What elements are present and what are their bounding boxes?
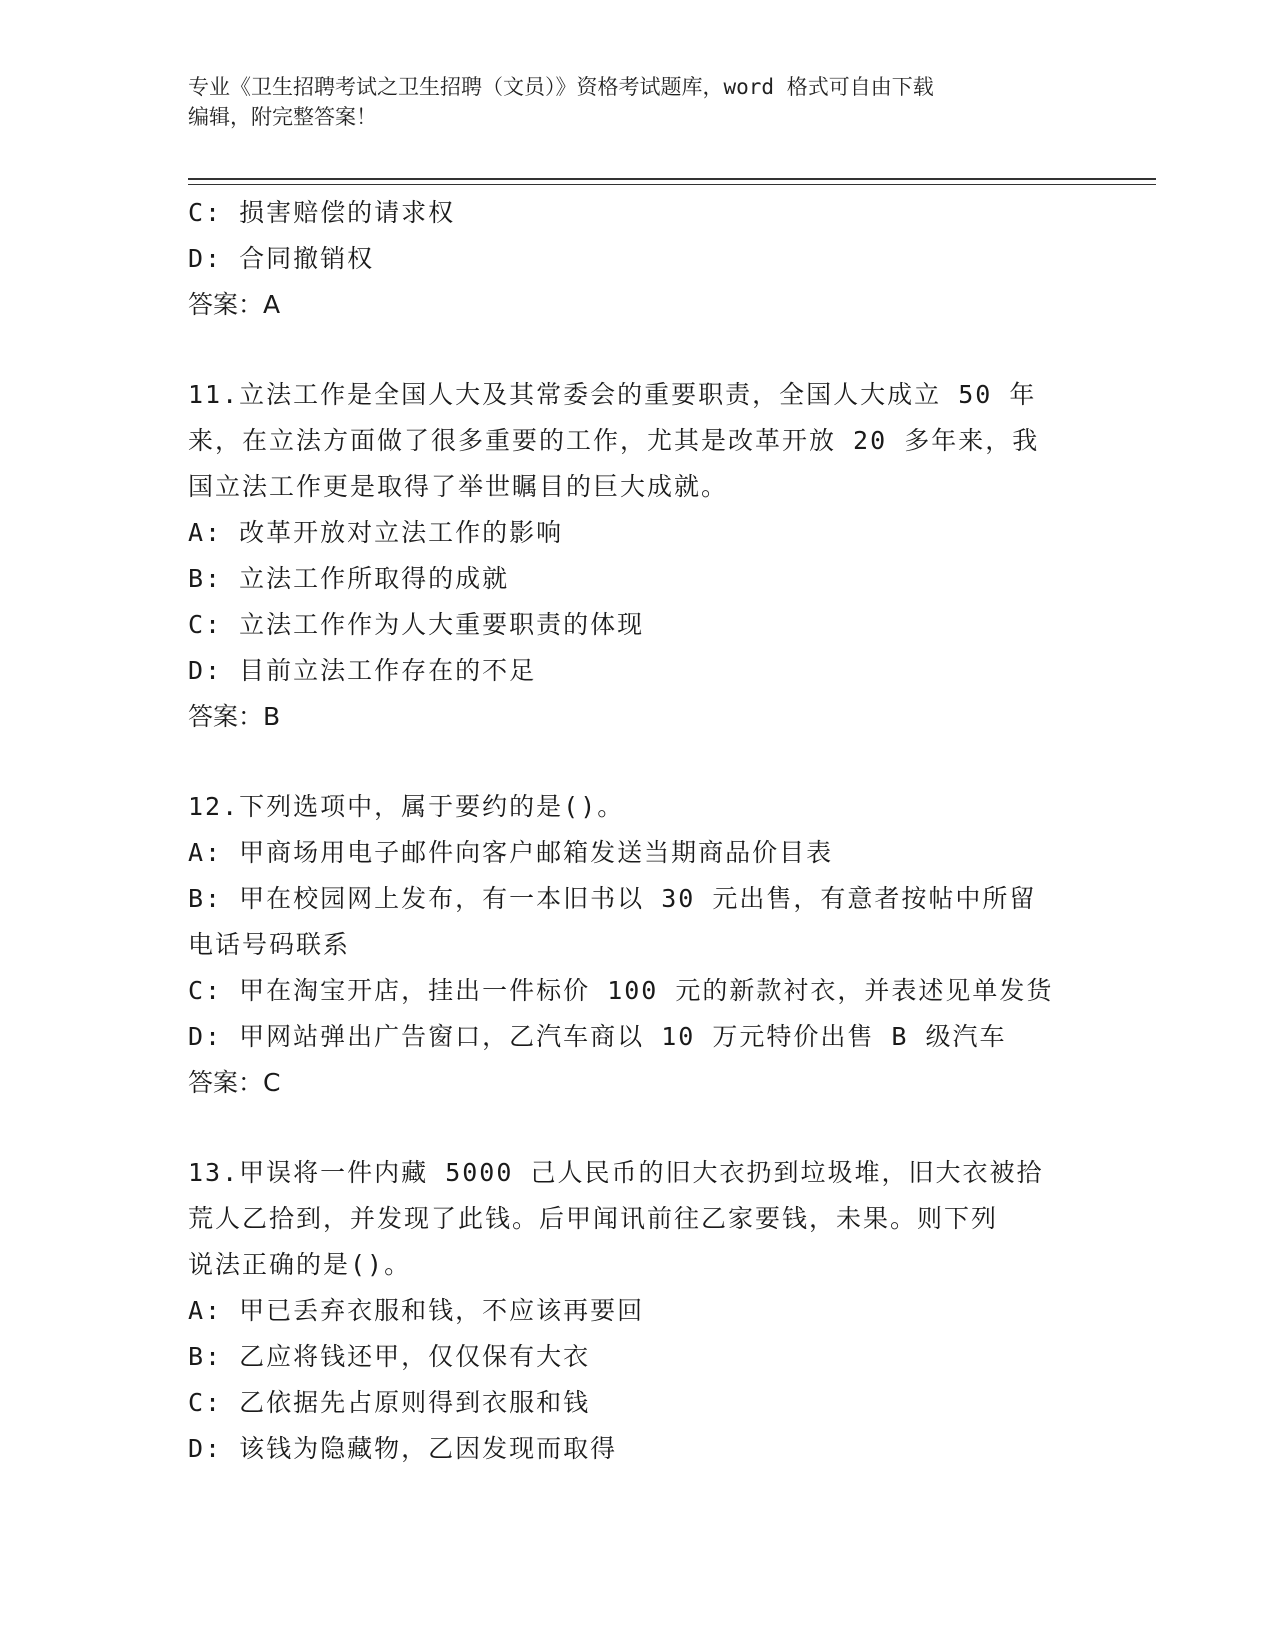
question-10-tail xyxy=(188,190,1088,328)
answer-line: 答案：B xyxy=(188,702,281,731)
question-13 xyxy=(188,1150,1088,1472)
option-a: A: 甲商场用电子邮件向客户邮箱发送当期商品价目表 xyxy=(188,838,834,867)
option-d: D: 目前立法工作存在的不足 xyxy=(188,656,537,685)
option-b: B: 立法工作所取得的成就 xyxy=(188,564,510,593)
option-c: C: 甲在淘宝开店，挂出一件标价 100 元的新款衬衣，并表述见单发货 xyxy=(188,976,1054,1005)
question-stem-line: 13.甲误将一件内藏 5000 己人民币的旧大衣扔到垃圾堆，旧大衣被拾 xyxy=(188,1158,1044,1187)
question-stem-line: 11.立法工作是全国人大及其常委会的重要职责，全国人大成立 50 年 xyxy=(188,380,1037,409)
option-c: C: 乙依据先占原则得到衣服和钱 xyxy=(188,1388,591,1417)
option-b-continued: 电话号码联系 xyxy=(188,930,351,959)
header-rule-thin xyxy=(188,184,1156,185)
question-11 xyxy=(188,372,1088,740)
option-a: A: 改革开放对立法工作的影响 xyxy=(188,518,564,547)
question-stem-line: 来，在立法方面做了很多重要的工作，尤其是改革开放 20 多年来，我 xyxy=(188,426,1040,455)
header-line-1: 专业《卫生招聘考试之卫生招聘（文员）》资格考试题库，word 格式可自由下载 xyxy=(188,75,934,99)
question-stem-line: 12.下列选项中，属于要约的是()。 xyxy=(188,792,625,821)
question-stem-line: 国立法工作更是取得了举世瞩目的巨大成就。 xyxy=(188,472,729,501)
option-b: B: 甲在校园网上发布，有一本旧书以 30 元出售，有意者按帖中所留 xyxy=(188,884,1037,913)
question-stem-line: 说法正确的是()。 xyxy=(188,1250,412,1279)
option-a: A: 甲已丢弃衣服和钱，不应该再要回 xyxy=(188,1296,645,1325)
answer-line: 答案：A xyxy=(188,290,281,319)
option-d: D: 该钱为隐藏物，乙因发现而取得 xyxy=(188,1434,618,1463)
document-header xyxy=(188,72,1088,132)
option-c: C: 损害赔偿的请求权 xyxy=(188,198,456,227)
question-stem-line: 荒人乙拾到，并发现了此钱。后甲闻讯前往乙家要钱，未果。则下列 xyxy=(188,1204,999,1233)
question-12 xyxy=(188,784,1088,1106)
document-body xyxy=(188,190,1088,1472)
header-line-2: 编辑，附完整答案！ xyxy=(188,105,377,129)
option-b: B: 乙应将钱还甲，仅仅保有大衣 xyxy=(188,1342,591,1371)
answer-line: 答案：C xyxy=(188,1068,281,1097)
option-d: D: 甲网站弹出广告窗口，乙汽车商以 10 万元特价出售 B 级汽车 xyxy=(188,1022,1007,1051)
header-rule-thick xyxy=(188,178,1156,180)
option-d: D: 合同撤销权 xyxy=(188,244,375,273)
option-c: C: 立法工作作为人大重要职责的体现 xyxy=(188,610,645,639)
